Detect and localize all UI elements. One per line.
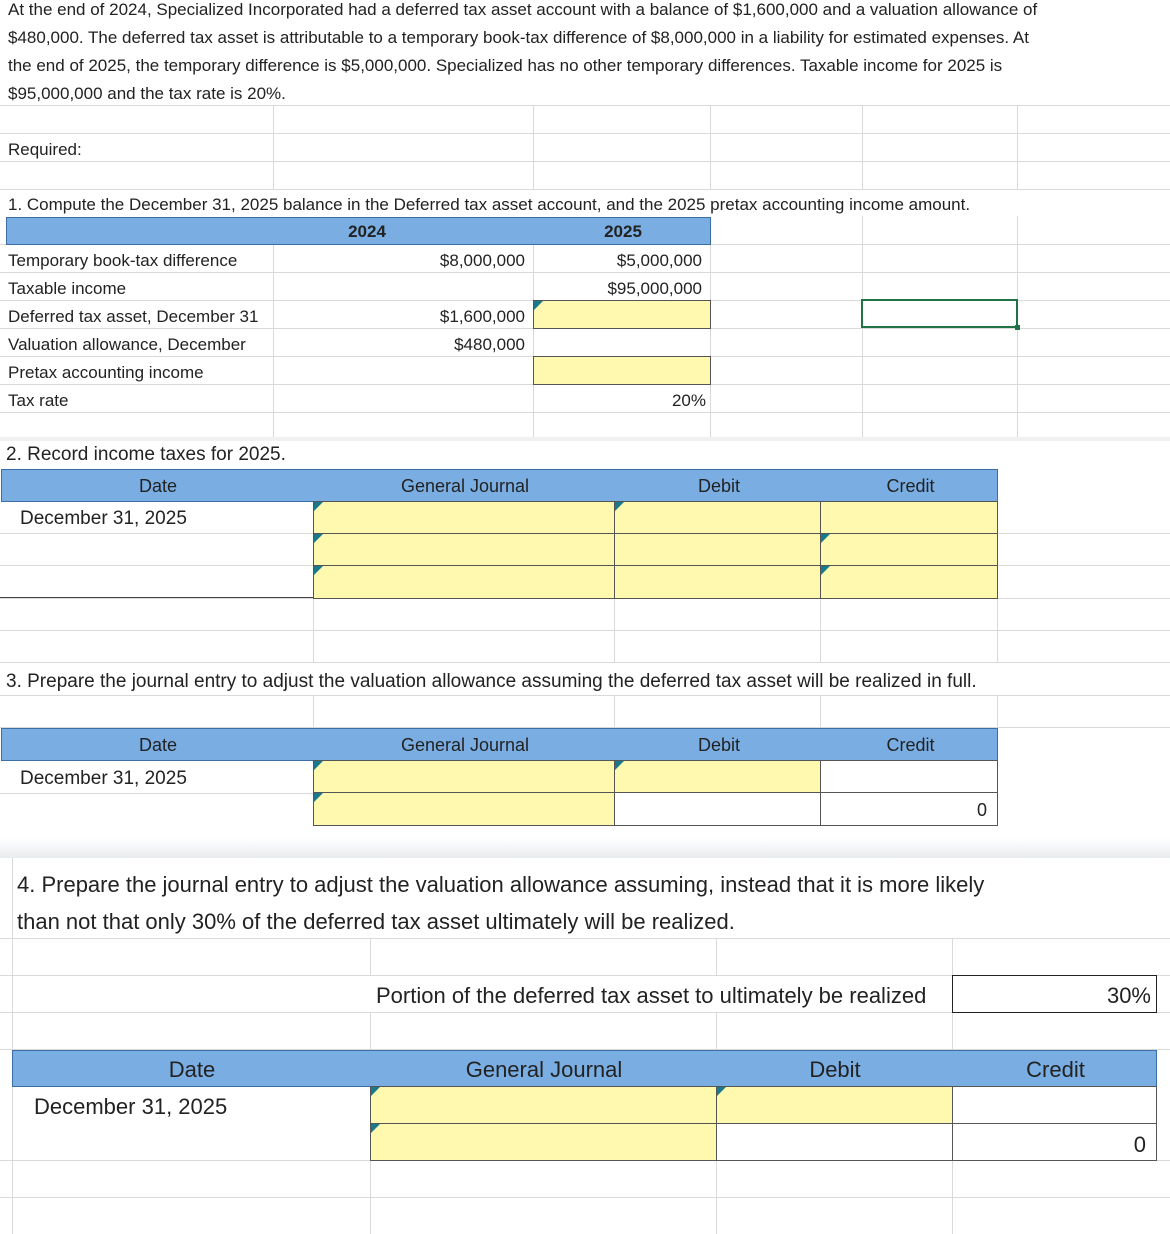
- header-debit: Debit: [809, 1057, 861, 1082]
- credit-input[interactable]: [820, 565, 998, 599]
- header-journal: General Journal: [465, 1057, 623, 1082]
- portion-label: Portion of the deferred tax asset to ultimately be realized: [376, 983, 927, 1008]
- comment-marker-icon: [371, 1124, 380, 1133]
- fill-handle[interactable]: [1015, 325, 1020, 330]
- credit-input[interactable]: [820, 533, 998, 566]
- debit-input[interactable]: [614, 501, 821, 534]
- comment-marker-icon: [314, 534, 323, 543]
- deferred-tax-asset-2025-input[interactable]: [533, 300, 711, 329]
- value-2024: $8,000,000: [439, 251, 525, 270]
- credit-total: 0: [1133, 1132, 1146, 1157]
- row-label: Valuation allowance, December: [8, 335, 246, 354]
- debit-cell[interactable]: [716, 1123, 953, 1161]
- journal-account-input[interactable]: [313, 565, 615, 599]
- intro-line-2: $480,000. The deferred tax asset is attributable to a temporary book-tax difference of $8,000,000 in a liability for estimated expenses. At: [8, 28, 1029, 47]
- comment-marker-icon: [821, 566, 830, 575]
- part3-prompt: 3. Prepare the journal entry to adjust the valuation allowance assuming the deferred tax asset will be realized in full.: [6, 671, 977, 692]
- debit-input[interactable]: [614, 760, 821, 793]
- part2-date: December 31, 2025: [20, 508, 187, 529]
- comment-marker-icon: [615, 502, 624, 511]
- journal-account-input[interactable]: [370, 1086, 717, 1124]
- header-date: Date: [138, 735, 178, 755]
- comment-marker-icon: [821, 534, 830, 543]
- value-2025: 20%: [671, 391, 706, 410]
- part1-header-row: [6, 217, 711, 245]
- credit-total-cell[interactable]: [952, 1123, 1157, 1161]
- credit-cell[interactable]: [820, 760, 998, 793]
- part1-prompt: 1. Compute the December 31, 2025 balance in the Deferred tax asset account, and the 2025 pretax accounting income amount.: [8, 195, 971, 214]
- row-label: Deferred tax asset, December 31: [8, 307, 259, 326]
- value-2025: $5,000,000: [616, 251, 702, 270]
- screenshot-seam: [0, 838, 1170, 858]
- credit-total: 0: [976, 800, 987, 820]
- part1-col-2025: 2025: [604, 222, 642, 241]
- value-2025: $95,000,000: [607, 279, 702, 298]
- journal-account-input[interactable]: [313, 533, 615, 566]
- header-journal: General Journal: [400, 735, 530, 755]
- header-date: Date: [138, 476, 178, 496]
- comment-marker-icon: [534, 301, 543, 310]
- part2-prompt: 2. Record income taxes for 2025.: [6, 444, 286, 465]
- part4-prompt-line-1: 4. Prepare the journal entry to adjust the valuation allowance assuming, instead that it is more likely: [17, 872, 985, 897]
- part3-date: December 31, 2025: [20, 768, 187, 789]
- debit-input[interactable]: [614, 565, 821, 599]
- comment-marker-icon: [615, 761, 624, 770]
- intro-line-3: the end of 2025, the temporary difference is $5,000,000. Specialized has no other temporary differences. Taxable income for 2025 is: [8, 56, 1003, 75]
- header-date: Date: [168, 1057, 216, 1082]
- credit-cell[interactable]: [952, 1086, 1157, 1124]
- comment-marker-icon: [314, 761, 323, 770]
- journal-account-input[interactable]: [313, 760, 615, 793]
- value-2024: $480,000: [454, 335, 525, 354]
- portion-value-cell[interactable]: [952, 975, 1157, 1013]
- selected-cell[interactable]: [861, 299, 1018, 328]
- header-credit: Credit: [886, 476, 935, 496]
- part4-prompt-line-2: than not that only 30% of the deferred tax asset ultimately will be realized.: [17, 909, 735, 934]
- part4-header-row: [12, 1050, 1157, 1087]
- value-2024: $1,600,000: [439, 307, 525, 326]
- journal-account-input[interactable]: [313, 792, 615, 826]
- journal-account-input[interactable]: [370, 1123, 717, 1161]
- portion-value: 30%: [1106, 983, 1151, 1008]
- row-label: Pretax accounting income: [8, 363, 204, 382]
- comment-marker-icon: [314, 793, 323, 802]
- intro-line-1: At the end of 2024, Specialized Incorporated had a deferred tax asset account with a balance of $1,600,000 and a valuation allowance of: [8, 0, 1038, 19]
- required-label: Required:: [8, 140, 82, 159]
- comment-marker-icon: [314, 502, 323, 511]
- header-credit: Credit: [886, 735, 935, 755]
- pretax-income-2025-input[interactable]: [533, 356, 711, 385]
- intro-line-4: $95,000,000 and the tax rate is 20%.: [8, 84, 286, 103]
- part4-date: December 31, 2025: [34, 1094, 228, 1119]
- screenshot-seam: [0, 437, 1170, 441]
- part3-header-row: [1, 728, 998, 761]
- header-credit: Credit: [1026, 1057, 1085, 1082]
- row-label: Temporary book-tax difference: [8, 251, 238, 270]
- header-debit: Debit: [697, 735, 741, 755]
- debit-input[interactable]: [716, 1086, 953, 1124]
- header-journal: General Journal: [400, 476, 530, 496]
- debit-cell[interactable]: [614, 792, 821, 826]
- comment-marker-icon: [314, 566, 323, 575]
- credit-total-cell[interactable]: [820, 792, 998, 826]
- comment-marker-icon: [371, 1087, 380, 1096]
- debit-input[interactable]: [614, 533, 821, 566]
- part2-header-row: [1, 469, 998, 502]
- comment-marker-icon: [717, 1087, 726, 1096]
- journal-account-input[interactable]: [313, 501, 615, 534]
- row-label: Tax rate: [8, 391, 69, 410]
- part1-col-2024: 2024: [348, 222, 386, 241]
- row-label: Taxable income: [8, 279, 127, 298]
- credit-input[interactable]: [820, 501, 998, 534]
- header-debit: Debit: [697, 476, 741, 496]
